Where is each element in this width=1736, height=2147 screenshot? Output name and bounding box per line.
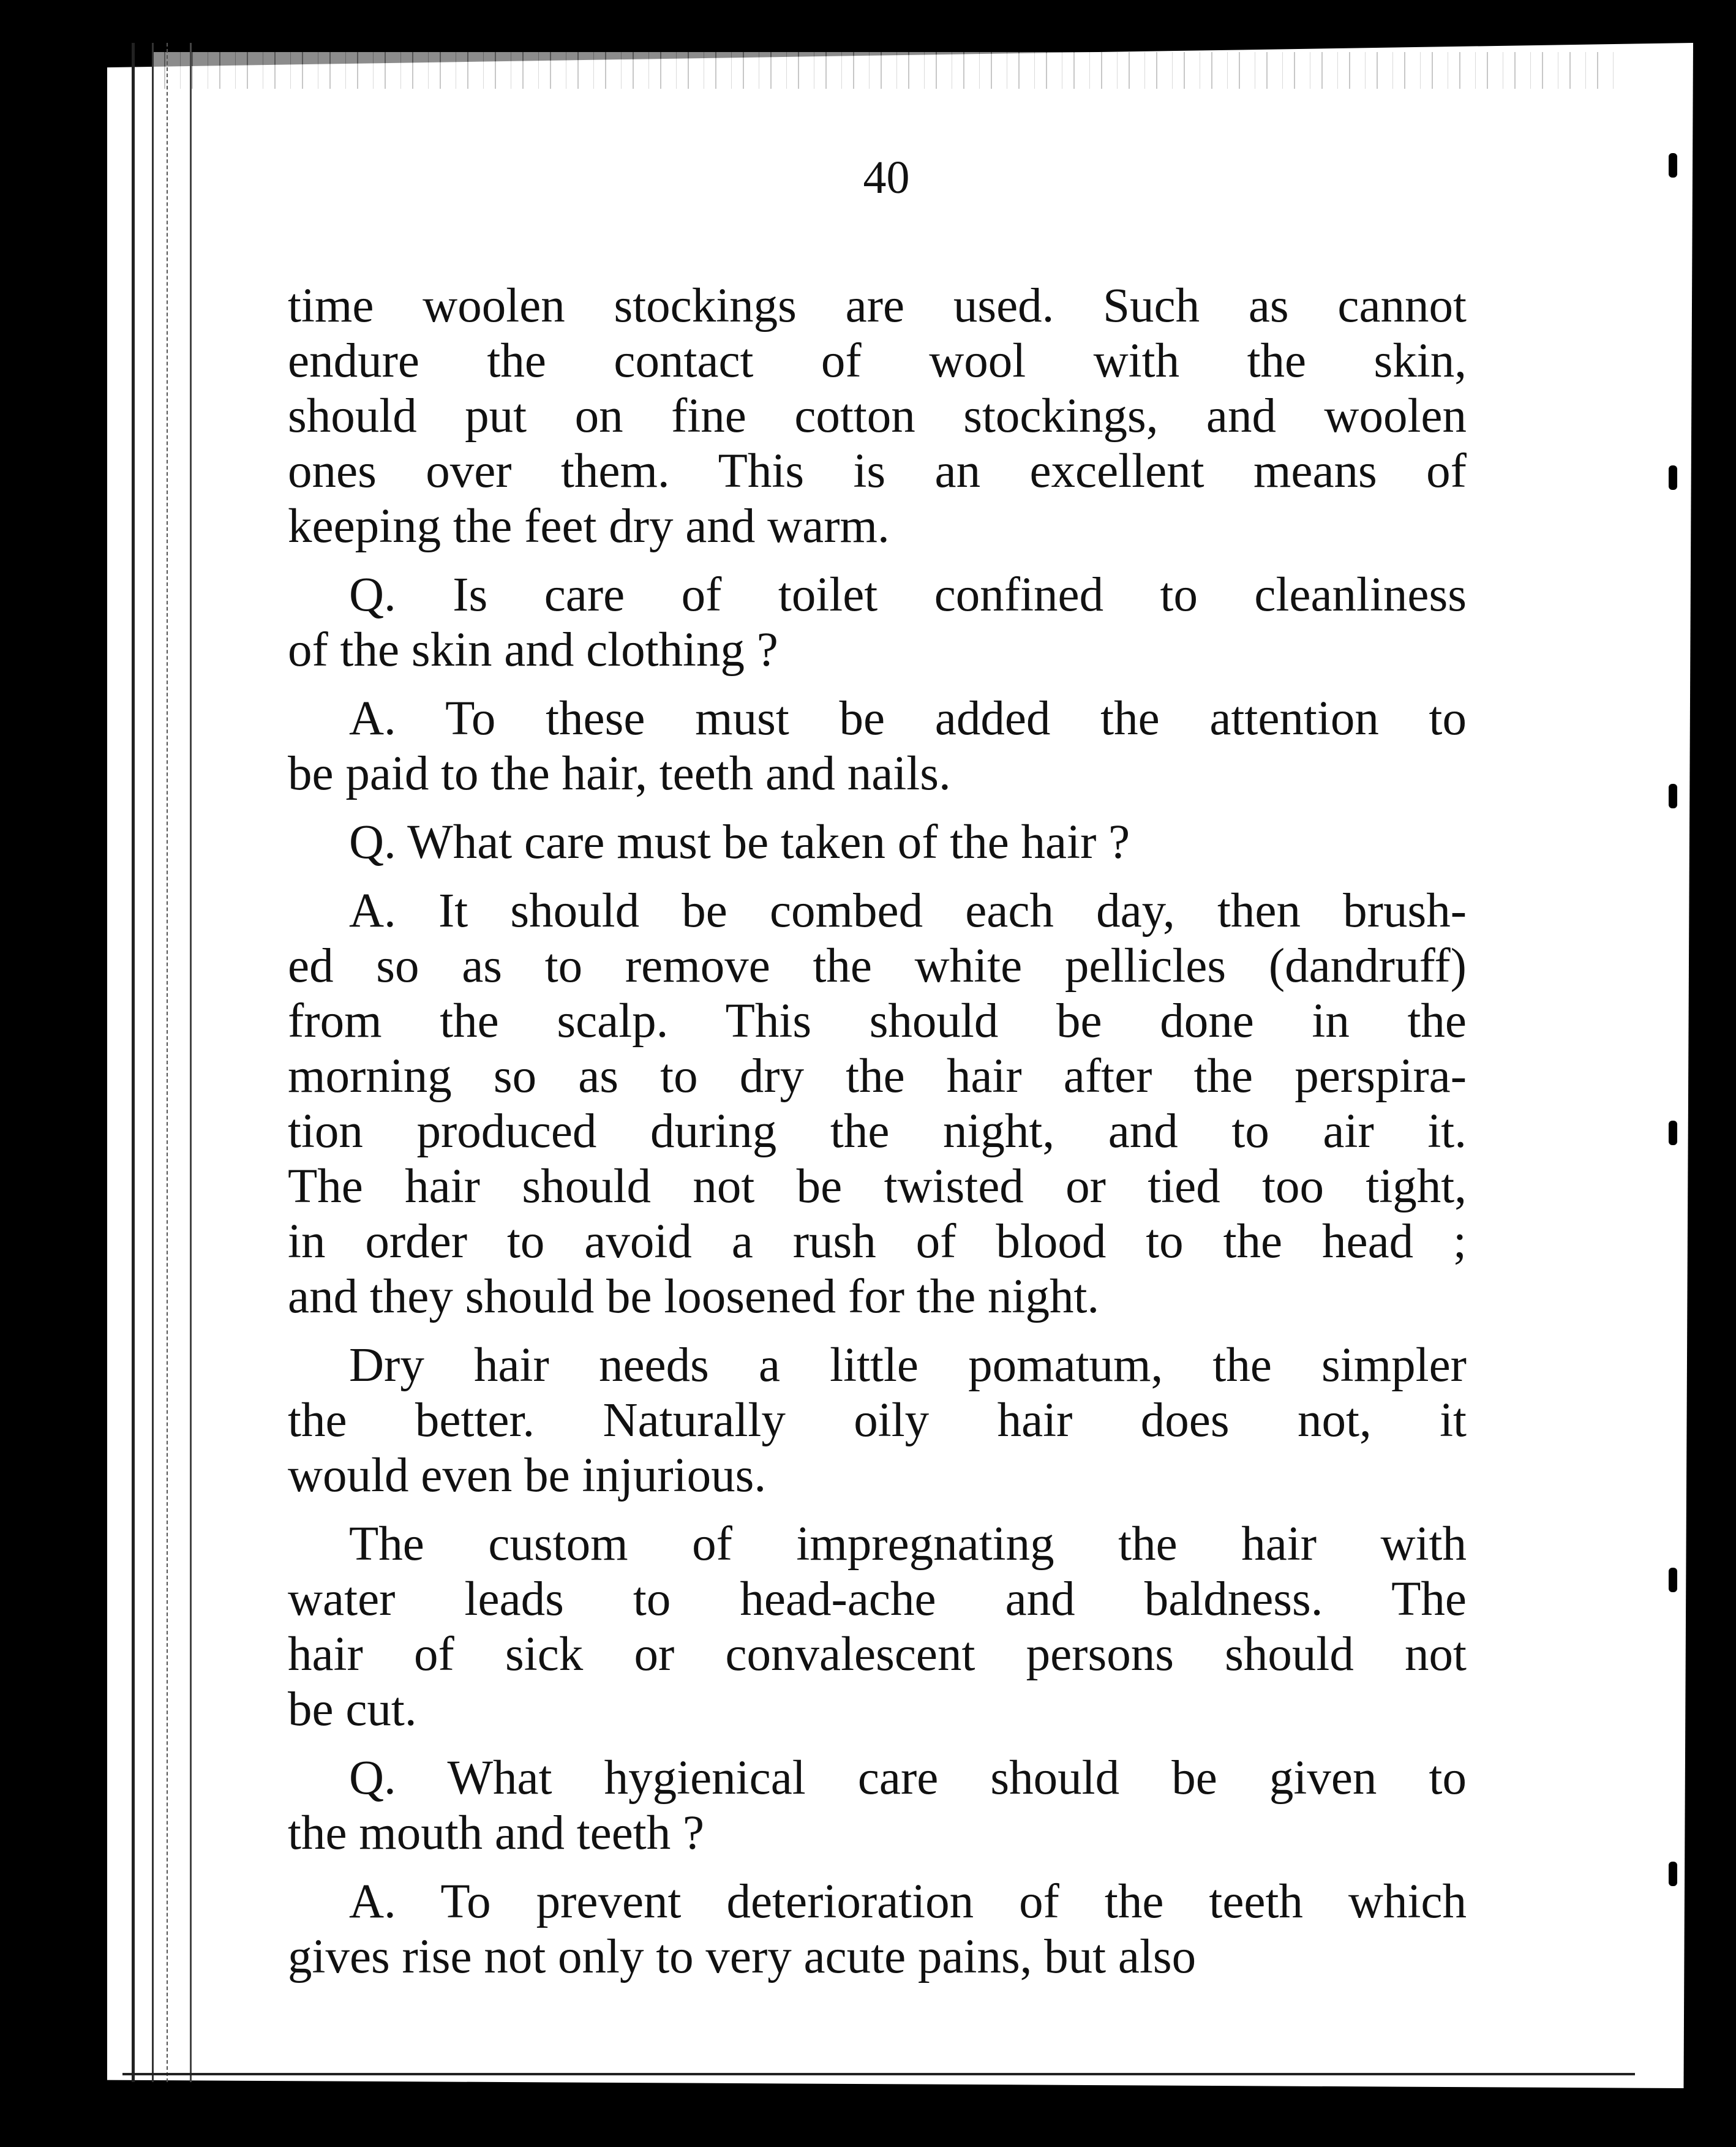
- paragraph: [288, 1517, 1467, 1737]
- paragraph: [288, 1338, 1467, 1503]
- text-line: Q. What hygienical care should be given to: [349, 1751, 1467, 1805]
- text-line: would even be injurious.: [288, 1449, 767, 1502]
- text-line: from the scalp. This should be done in the: [288, 995, 1467, 1048]
- text-line: A. To prevent deterioration of the teeth which: [349, 1875, 1467, 1928]
- scan-edge-marks: [1669, 49, 1718, 2119]
- text-line: should put on fine cotton stockings, and woolen: [288, 389, 1467, 443]
- text-line: in order to avoid a rush of blood to the head ;: [288, 1215, 1467, 1268]
- text-line: endure the contact of wool with the skin,: [288, 334, 1467, 388]
- text-line: A. To these must be added the attention to: [349, 692, 1467, 745]
- text-line: hair of sick or convalescent persons should not: [288, 1628, 1467, 1681]
- page-number: 40: [863, 152, 910, 203]
- text-line: gives rise not only to very acute pains, but also: [288, 1930, 1197, 1983]
- text-line: time woolen stockings are used. Such as cannot: [288, 279, 1467, 333]
- text-line: morning so as to dry the hair after the perspira-: [288, 1050, 1467, 1103]
- text-line: ones over them. This is an excellent means of: [288, 445, 1467, 498]
- text-line: and they should be loosened for the night.: [288, 1270, 1100, 1323]
- text-line: The custom of impregnating the hair with: [349, 1517, 1467, 1571]
- text-line: keeping the feet dry and warm.: [288, 500, 890, 553]
- text-line: The hair should not be twisted or tied too tight,: [288, 1160, 1467, 1213]
- text-line: water leads to head-ache and baldness. The: [288, 1573, 1467, 1626]
- page-bottom-edge: [122, 2073, 1635, 2075]
- text-line: be cut.: [288, 1683, 417, 1736]
- text-line: the mouth and teeth ?: [288, 1807, 705, 1860]
- text-line: Q. Is care of toilet confined to cleanliness: [349, 568, 1467, 622]
- paragraph: [288, 691, 1467, 802]
- paragraph: [288, 884, 1467, 1325]
- text-line: ed so as to remove the white pellicles (dandruff): [288, 939, 1467, 993]
- paragraph: [288, 1874, 1467, 1985]
- text-line: be paid to the hair, teeth and nails.: [288, 747, 951, 800]
- scan-noise-top: [153, 52, 1623, 89]
- paragraph: [288, 279, 1467, 554]
- text-line: the better. Naturally oily hair does not, it: [288, 1394, 1467, 1447]
- body-text: [288, 279, 1467, 1985]
- text-line: Dry hair needs a little pomatum, the simpler: [349, 1339, 1467, 1392]
- text-line: A. It should be combed each day, then brush-: [349, 884, 1467, 938]
- page-stack-edge: [132, 43, 192, 2082]
- text-line: Q. What care must be taken of the hair ?: [349, 816, 1130, 869]
- paragraph: [288, 1751, 1467, 1861]
- text-line: tion produced during the night, and to air it.: [288, 1105, 1467, 1158]
- paragraph: [288, 815, 1467, 870]
- page-text-column: [288, 150, 1467, 1985]
- paragraph: [288, 568, 1467, 678]
- text-line: of the skin and clothing ?: [288, 623, 778, 677]
